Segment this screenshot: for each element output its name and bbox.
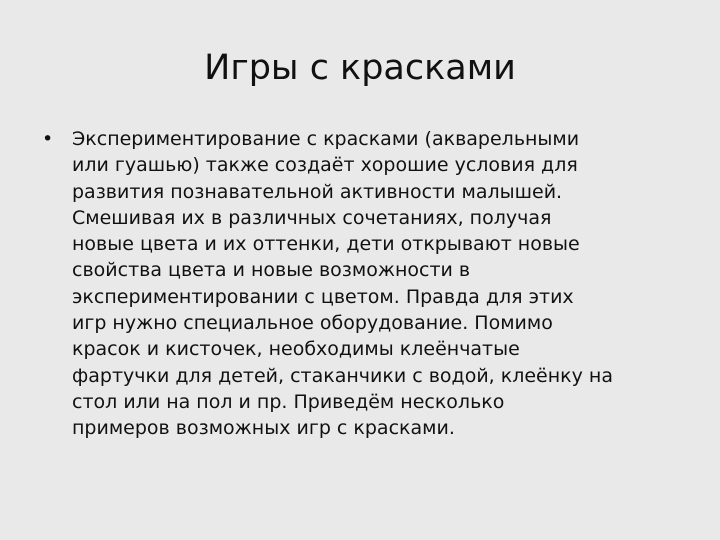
paragraph-line: развития познавательной активности малышей. <box>72 180 563 203</box>
paragraph-line: или гуашью) также создаёт хорошие условия для <box>72 154 578 177</box>
paragraph-line: красок и кисточек, необходимы клеёнчатые <box>72 338 520 361</box>
paragraph-line: Смешивая их в различных сочетаниях, получая <box>72 206 552 229</box>
paragraph-line: примеров возможных игр с красками. <box>72 417 455 440</box>
paragraph-line: игр нужно специальное оборудование. Помимо <box>72 312 553 335</box>
bullet-marker: • <box>42 128 54 150</box>
paragraph-line: экспериментировании с цветом. Правда для этих <box>72 285 574 308</box>
paragraph-line: Экспериментирование с красками (акварельными <box>72 128 580 150</box>
paragraph-line: фартучки для детей, стаканчики с водой, клеёнку на <box>72 364 613 387</box>
bullet-paragraph <box>42 126 692 442</box>
paragraph-line: новые цвета и их оттенки, дети открывают новые <box>72 233 580 256</box>
bullet-list <box>42 126 692 442</box>
paragraph-line: свойства цвета и новые возможности в <box>72 259 471 282</box>
slide-title: Игры с красками <box>204 48 516 88</box>
paragraph-line: стол или на пол и пр. Приведём несколько <box>72 390 505 413</box>
